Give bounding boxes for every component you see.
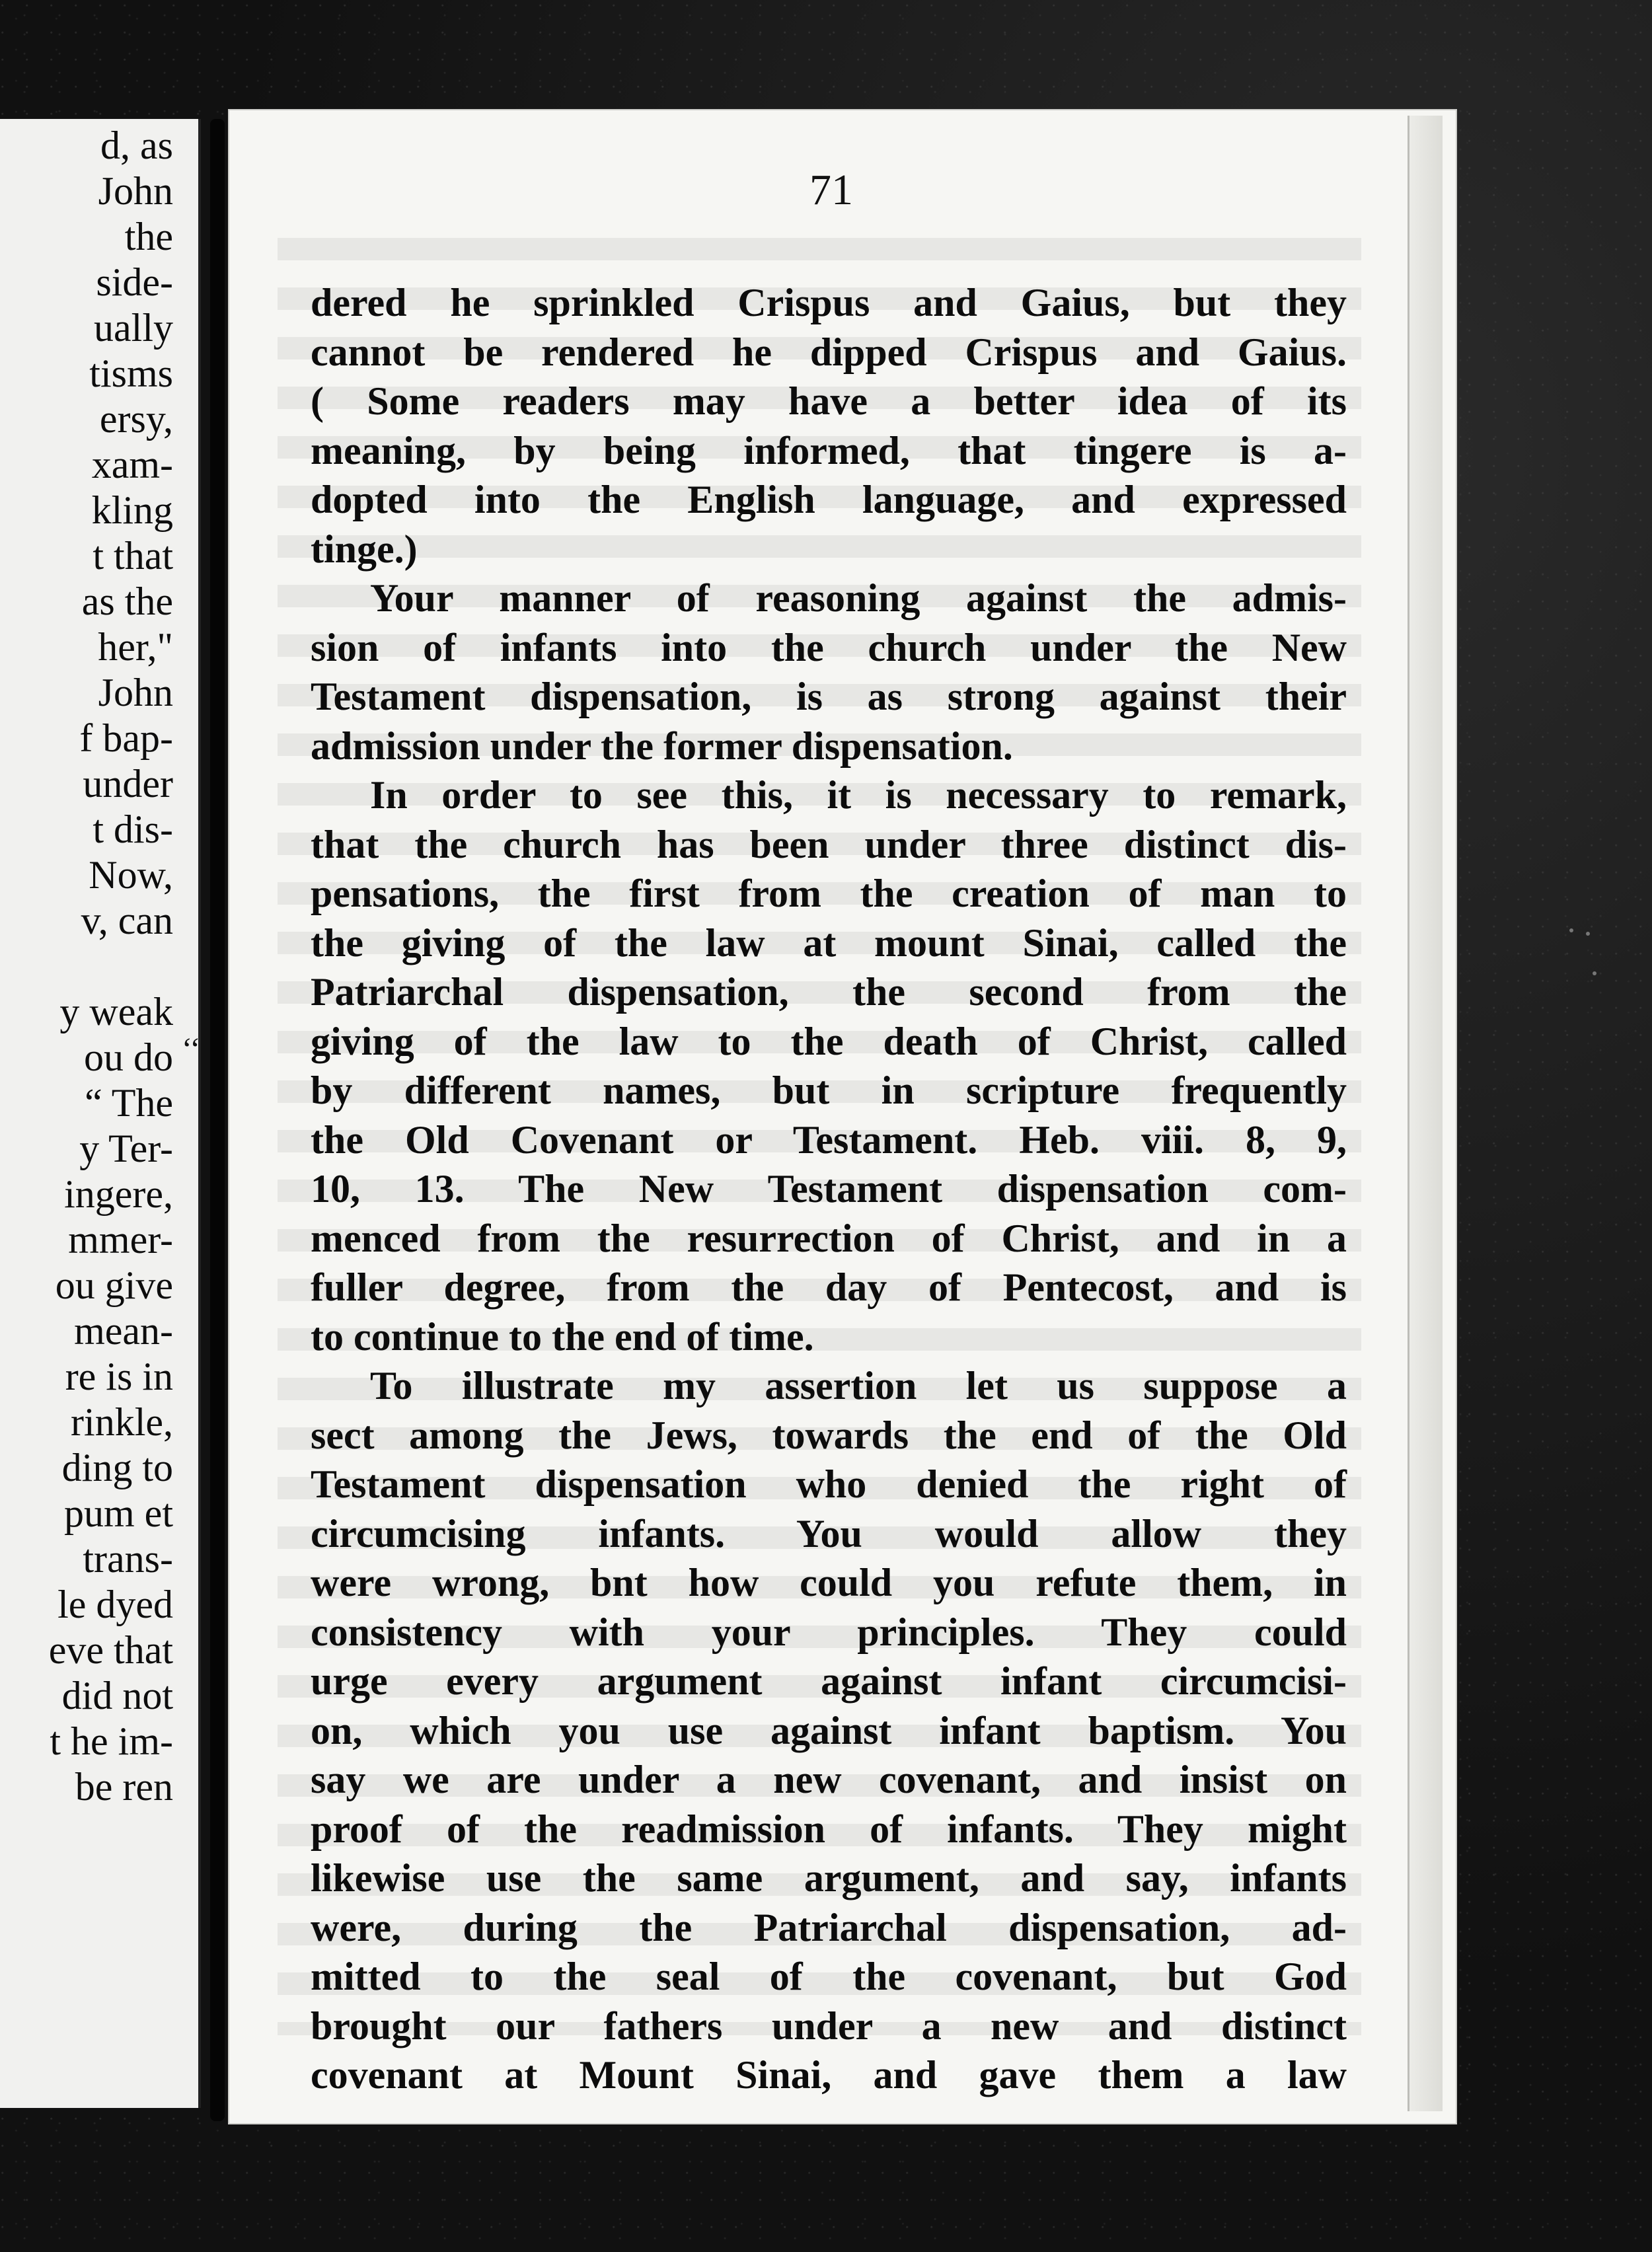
text-line: to continue to the end of time. [311,1315,814,1359]
left-page-fragment: kling [91,488,173,532]
left-page-fragment: tisms [89,352,173,395]
left-page-fragment: Now, [89,853,173,897]
left-page-fragment: ually [94,306,173,350]
left-page-fragment: ingere, [64,1172,173,1216]
left-page-fragment: le dyed [57,1583,173,1626]
text-line: giving of the law to the death of Christ, called [311,1020,1347,1063]
left-page-fragment: d, as [100,124,173,167]
left-page-fragment: ersy, [99,397,173,441]
left-page-fragment: t dis- [93,807,173,851]
text-line: proof of the readmission of infants. They might [311,1807,1347,1851]
text-line: cannot be rendered he dipped Crispus and Gaius. [311,330,1347,374]
left-page-fragment: be ren [75,1765,173,1809]
left-gutter-mark: ‘‘ [182,1032,201,1067]
left-page-fragment: t he im- [50,1719,173,1763]
text-line: on, which you use against infant baptism. You [311,1709,1347,1752]
left-page-fragment: t that [93,534,173,578]
text-line: dered he sprinkled Crispus and Gaius, but they [311,281,1347,324]
speck [1569,928,1573,932]
speck [1593,971,1596,975]
left-page-fragment: John [98,169,173,213]
text-line: menced from the resurrection of Christ, and in a [311,1217,1347,1260]
text-line: that the church has been under three distinct dis- [311,823,1347,866]
text-line: Patriarchal dispensation, the second from the [311,970,1347,1014]
text-line: ( Some readers may have a better idea of its [311,379,1347,423]
left-page-fragment: y weak [59,990,173,1033]
text-line: brought our fathers under a new and distinct [311,2004,1347,2048]
text-line: Your manner of reasoning against the admis- [370,576,1347,620]
text-line: tinge.) [311,527,418,571]
left-page-fragment: side- [96,260,173,304]
text-line: sion of infants into the church under the New [311,626,1347,669]
book-spine [210,119,225,2121]
left-page-fragment: “ The [85,1081,173,1125]
left-page-fragment: John [98,671,173,714]
left-page-fragment: did not [61,1674,173,1717]
left-page-fragment: xam- [91,443,173,486]
speck [1586,932,1590,936]
left-page-fragment: trans- [83,1537,173,1581]
text-line: were wrong, bnt how could you refute them, in [311,1561,1347,1604]
page-edge-stack [1408,116,1443,2111]
left-page-fragment: mmer- [68,1218,173,1261]
text-line: mitted to the seal of the covenant, but God [311,1955,1347,1998]
left-page-fragment: y Ter- [79,1127,173,1170]
text-line: sect among the Jews, towards the end of the Old [311,1413,1347,1457]
left-page-fragment: pum et [64,1491,173,1535]
text-line: urge every argument against infant circumcisi- [311,1659,1347,1703]
left-page-fragment: f bap- [79,716,173,760]
left-page-fragment: as the [81,580,173,623]
page-number: 71 [809,166,853,214]
text-line: Testament dispensation who denied the right of [311,1462,1347,1506]
text-line: meaning, by being informed, that tingere is a- [311,429,1347,472]
text-line: circumcising infants. You would allow they [311,1512,1347,1556]
text-line: pensations, the first from the creation of man to [311,872,1347,915]
text-line: were, during the Patriarchal dispensation, ad- [311,1906,1347,1949]
left-page-fragment: mean- [74,1309,173,1353]
text-line: consistency with your principles. They could [311,1610,1347,1654]
left-page-fragment: v, can [81,899,173,942]
left-page-fragment: eve that [48,1628,173,1672]
text-line: admission under the former dispensation. [311,724,1013,768]
text-line: by different names, but in scripture frequently [311,1069,1347,1112]
left-page-fragment: the [124,215,173,258]
text-line: In order to see this, it is necessary to remark, [370,773,1347,817]
text-line: dopted into the English language, and expressed [311,478,1347,521]
left-page-fragment: her," [98,625,173,669]
left-page-fragment: under [83,762,173,806]
left-page-fragment: ding to [61,1446,173,1489]
text-line: say we are under a new covenant, and insist on [311,1758,1347,1801]
text-line: the giving of the law at mount Sinai, called the [311,921,1347,965]
text-line: the Old Covenant or Testament. Heb. viii. 8, 9, [311,1118,1347,1162]
text-line: covenant at Mount Sinai, and gave them a law [311,2053,1347,2097]
text-line: To illustrate my assertion let us suppose a [370,1364,1347,1408]
text-line: fuller degree, from the day of Pentecost, and is [311,1265,1347,1309]
text-line: Testament dispensation, is as strong against their [311,675,1347,718]
text-line: likewise use the same argument, and say, infants [311,1856,1347,1900]
left-page-fragment: ou do [84,1035,173,1079]
left-page-fragment: re is in [65,1355,173,1398]
text-line: 10, 13. The New Testament dispensation com- [311,1167,1347,1211]
left-page-fragment: ou give [55,1263,173,1307]
left-page-fragment: rinkle, [71,1400,173,1444]
